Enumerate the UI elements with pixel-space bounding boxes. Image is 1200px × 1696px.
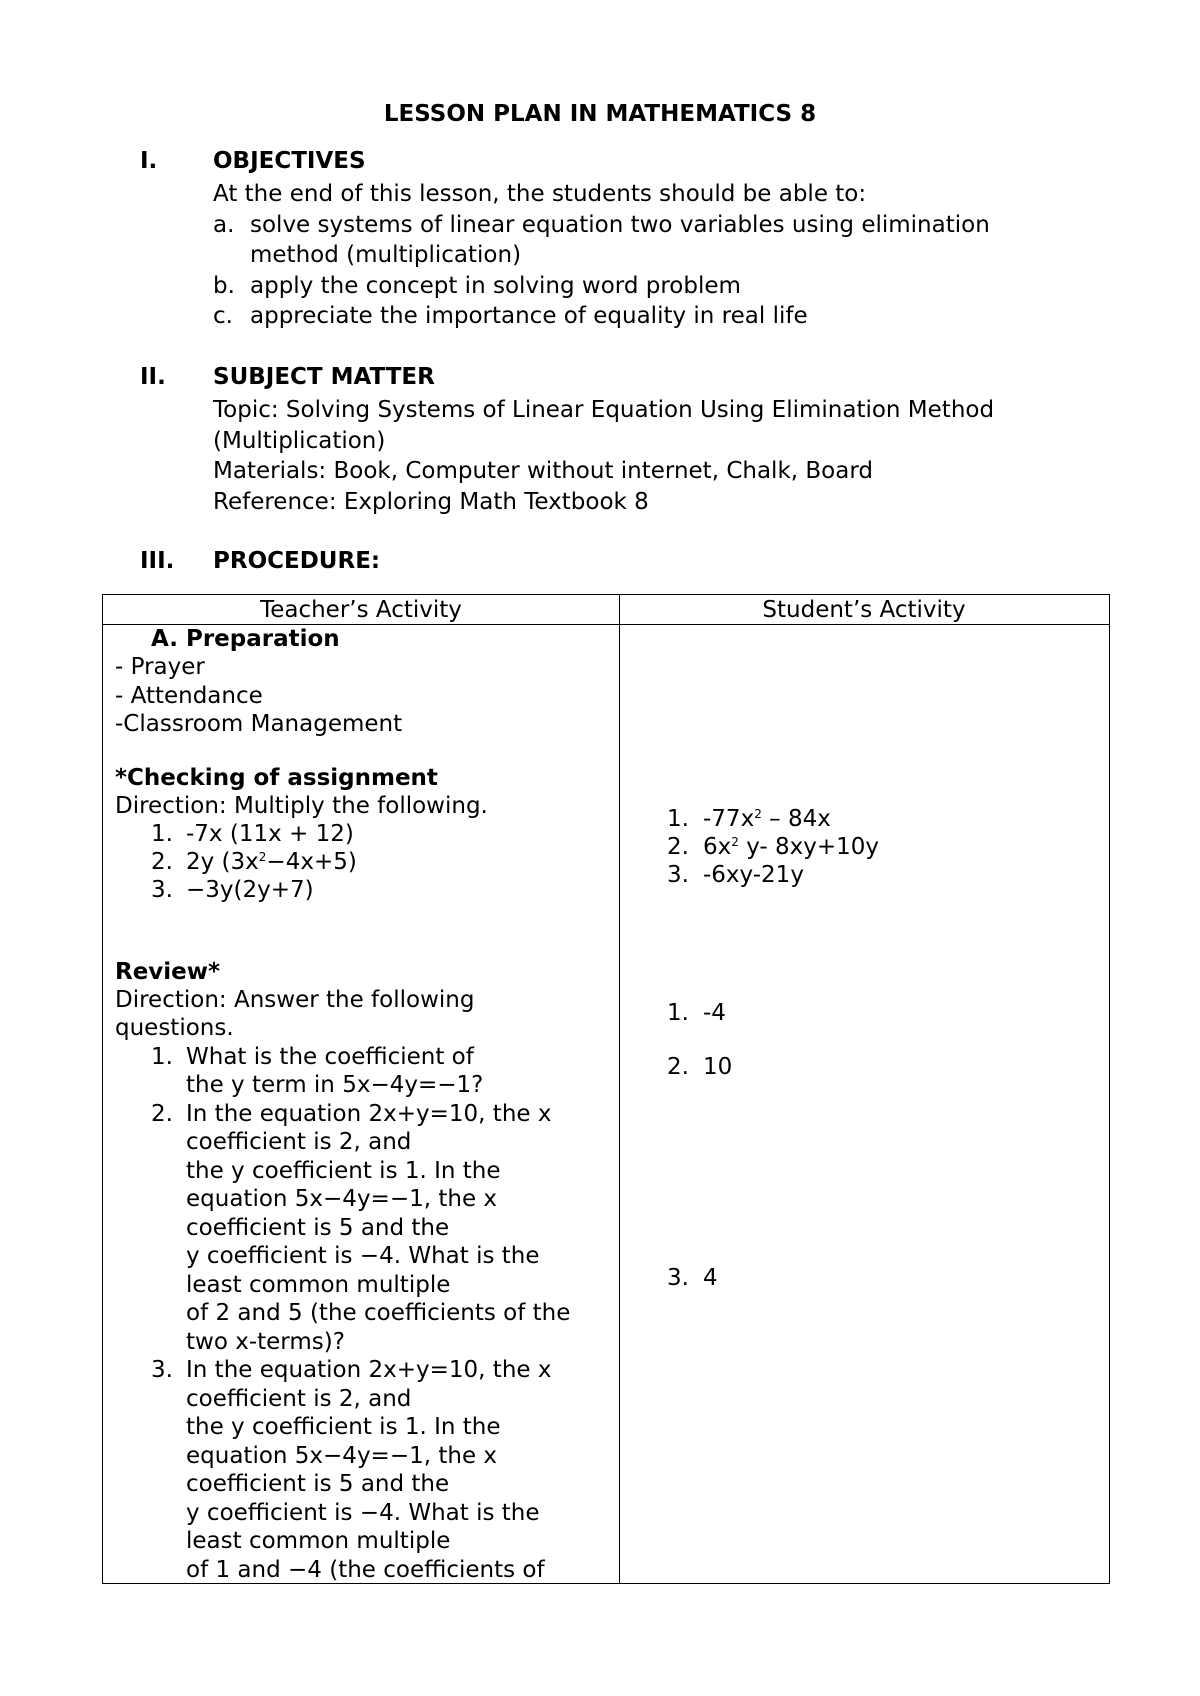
objective-item <box>213 210 1140 271</box>
objective-text: method (multiplication) <box>250 242 522 268</box>
checking-item: −3y(2y+7) <box>186 877 314 903</box>
review-question-line: coefficient is 5 and the <box>186 1471 450 1497</box>
item-number: 3. <box>151 1357 173 1383</box>
review-question-line: least common multiple <box>186 1528 451 1554</box>
page-title: LESSON PLAN IN MATHEMATICS 8 <box>383 101 817 127</box>
review-question-line: In the equation 2x+y=10, the x <box>186 1357 552 1383</box>
answer-number: 3. <box>667 862 689 888</box>
column-divider <box>619 595 620 1583</box>
objectives-section <box>140 148 1140 332</box>
objective-letter: c. <box>213 303 233 329</box>
topic-line: Topic: Solving Systems of Linear Equation Using Elimination Method <box>213 397 995 423</box>
preparation-item: -Classroom Management <box>115 711 403 737</box>
expr-part: 6x <box>703 834 732 860</box>
review-question-line: In the equation 2x+y=10, the x <box>186 1101 552 1127</box>
review-question-line: coefficient is 2, and <box>186 1129 412 1155</box>
review-question-line: coefficient is 2, and <box>186 1386 412 1412</box>
checking-item <box>186 848 357 876</box>
item-number: 2. <box>151 1101 173 1127</box>
review-question-line: two x-terms)? <box>186 1329 345 1355</box>
objective-item <box>213 271 1140 302</box>
item-number: 3. <box>151 877 173 903</box>
objective-text: solve systems of linear equation two variables using elimination <box>250 211 990 238</box>
review-answer: 4 <box>703 1265 718 1291</box>
section-number: III. <box>140 548 175 574</box>
answer-number: 2. <box>667 834 689 860</box>
section-label: PROCEDURE: <box>213 548 381 574</box>
expr-part: – 84x <box>761 806 831 832</box>
review-question-line: of 1 and −4 (the coefficients of <box>186 1557 545 1583</box>
exponent: 2 <box>754 807 762 821</box>
section-number: II. <box>140 364 166 390</box>
answer-number: 1. <box>667 806 689 832</box>
procedure-heading <box>140 548 1140 579</box>
subject-matter-section <box>140 364 1140 517</box>
review-question-line: y coefficient is −4. What is the <box>186 1243 540 1269</box>
checking-heading: *Checking of assignment <box>115 765 438 791</box>
review-direction: questions. <box>115 1015 234 1041</box>
checking-answer <box>703 833 879 861</box>
item-number: 1. <box>151 821 173 847</box>
subject-matter-heading <box>140 364 1140 395</box>
review-question-line: coefficient is 5 and the <box>186 1215 450 1241</box>
review-answer: 10 <box>703 1054 733 1080</box>
preparation-item: - Prayer <box>115 654 205 680</box>
objective-letter: a. <box>213 211 235 238</box>
answer-number: 2. <box>667 1054 689 1080</box>
preparation-heading: A. Preparation <box>151 626 340 652</box>
expr-part: 2y (3x <box>186 849 259 875</box>
answer-number: 1. <box>667 1000 689 1026</box>
expr-part: y- 8xy+10y <box>738 834 880 860</box>
procedure-section <box>140 548 1140 579</box>
checking-direction: Direction: Multiply the following. <box>115 793 488 819</box>
item-number: 2. <box>151 849 173 875</box>
expr-part: -77x <box>703 806 755 832</box>
review-question-line: least common multiple <box>186 1272 451 1298</box>
exponent: 2 <box>258 850 267 864</box>
review-question-line: y coefficient is −4. What is the <box>186 1500 540 1526</box>
objectives-intro: At the end of this lesson, the students should be able to: <box>213 181 867 207</box>
expr-part: −4x+5) <box>266 849 357 875</box>
review-heading: Review* <box>115 959 221 985</box>
checking-answer <box>703 805 831 833</box>
procedure-table <box>102 594 1110 1584</box>
topic-line: (Multiplication) <box>213 427 386 454</box>
materials-line: Materials: Book, Computer without internet, Chalk, Board <box>213 458 873 484</box>
review-answer: -4 <box>703 1000 726 1026</box>
section-label: OBJECTIVES <box>213 148 366 174</box>
section-label: SUBJECT MATTER <box>213 364 435 390</box>
answer-number: 3. <box>667 1265 689 1291</box>
review-direction: Direction: Answer the following <box>115 987 475 1013</box>
objective-text: appreciate the importance of equality in real life <box>250 303 808 329</box>
objective-text: apply the concept in solving word problem <box>250 272 741 299</box>
section-number: I. <box>140 148 158 174</box>
teacher-activity-header: Teacher’s Activity <box>260 597 462 623</box>
item-number: 1. <box>151 1044 173 1070</box>
objective-letter: b. <box>213 272 235 299</box>
checking-answer: -6xy-21y <box>703 862 804 888</box>
preparation-item: - Attendance <box>115 683 263 709</box>
objective-item <box>213 301 1140 332</box>
review-question-line: equation 5x−4y=−1, the x <box>186 1443 498 1469</box>
checking-item: -7x (11x + 12) <box>186 821 354 847</box>
review-question-line: What is the coefficient of <box>186 1044 474 1070</box>
review-question-line: the y term in 5x−4y=−1? <box>186 1072 484 1098</box>
objectives-heading <box>140 148 1140 179</box>
review-question-line: the y coefficient is 1. In the <box>186 1414 501 1440</box>
exponent: 2 <box>731 835 739 849</box>
review-question-line: the y coefficient is 1. In the <box>186 1158 501 1184</box>
review-question-line: equation 5x−4y=−1, the x <box>186 1186 498 1212</box>
reference-line: Reference: Exploring Math Textbook 8 <box>213 488 649 515</box>
student-activity-header: Student’s Activity <box>762 597 966 623</box>
review-question-line: of 2 and 5 (the coefficients of the <box>186 1300 571 1326</box>
